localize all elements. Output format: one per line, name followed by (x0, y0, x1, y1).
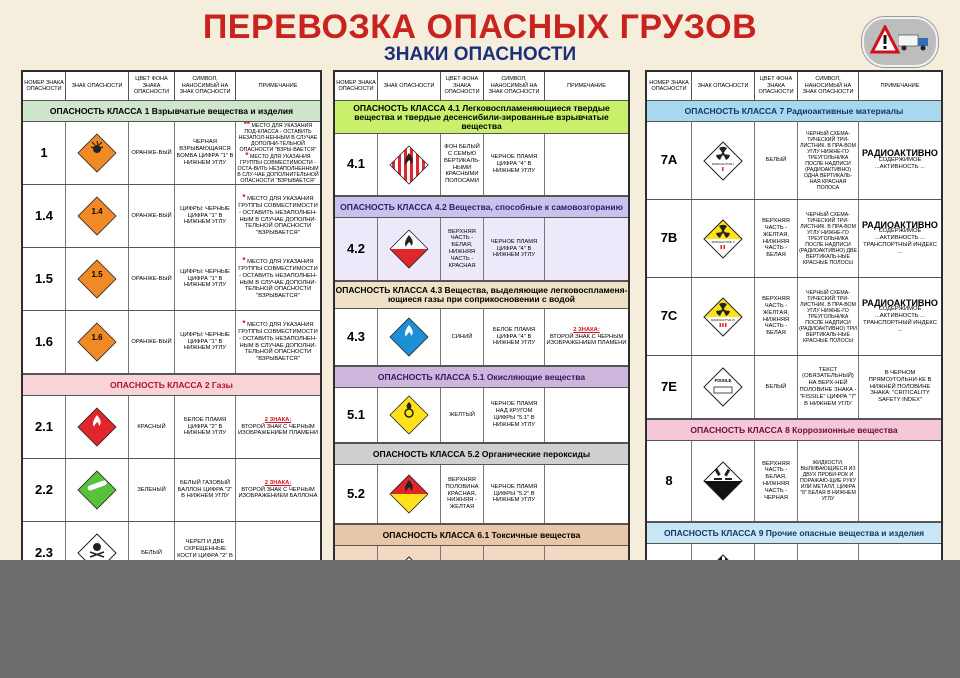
sign-number: 4.1 (335, 134, 378, 195)
gas-cylinder-green-diamond-icon (77, 470, 117, 510)
class-1-band: ОПАСНОСТЬ КЛАССА 1 Взрывчатые вещества и изделия (23, 100, 320, 122)
sign-number: 4.2 (335, 218, 378, 280)
symbol-text: БЕЛОЕ ПЛАМЯ ЦИФРА "4" В НИЖНЕМ УГЛУ (484, 309, 545, 365)
table-row (23, 122, 320, 185)
note-text: * МЕСТО ДЛЯ УКАЗАНИЯ ГРУППЫ СОВМЕСТИМОСТИ - ОСТАВИТЬ НЕЗАПОЛНЕН-НЫМ В СЛУЧАЕ ДОПОЛНИ-ТЕЛЬНОЙ ОПАСНОСТИ "ВЗРЫВАЕТСЯ" (238, 256, 318, 300)
class-7-band: ОПАСНОСТЬ КЛАССА 7 Радиоактивные материалы (647, 100, 941, 122)
note-text (545, 388, 628, 442)
symbol-text: ЧЕРНОЕ ПЛАМЯ ЦИФРА "4" В НИЖНЕМ УГЛУ (484, 134, 545, 195)
symbol-text: ЦИФРЫ: ЧЕРНЫЕ ЦИФРА "1" В НИЖНЕМ УГЛУ (175, 248, 236, 310)
sign-number: 2.2 (23, 459, 66, 521)
symbol-text: ЧЕРНОЕ ПЛАМЯ ЦИФРЫ "5.2" В НИЖНЕМ УГЛУ (484, 465, 545, 523)
spontaneous-combustion-diamond-icon (389, 229, 429, 269)
bg-color: ВЕРХНЯЯ ПОЛОВИНА КРАСНАЯ, НИЖНЯЯ - ЖЕЛТАЯ (441, 465, 484, 523)
note-text (545, 134, 628, 195)
symbol-text: ЧЕРНЫЙ СХЕМА-ТИЧЕСКИЙ ТРИ-ЛИСТНИК. В ПРА-ВОМ УГЛУ НИЖНЕ-ГО ТРЕУГОЛЬНИКА ПОСЛЕ НАДПИСИ (РАДИОАКТИВНО) ТРИ ВЕРТИКАЛЬ-НЫЕ КРАСНЫЕ ПОЛОСЫ (798, 278, 859, 355)
header-sign: ЗНАК ОПАСНОСТИ (378, 72, 441, 100)
symbol-text: ЧЕРНЫЙ СХЕМА-ТИЧЕСКИЙ ТРИ-ЛИСТНИК. В ПРА-ВОМ УГЛУ НИЖНЕ-ГО ТРЕУГОЛЬНИКА ПОСЛЕ НАДПИСИ (РАДИОАКТИВНО) ОДНА ВЕРТИКАЛЬ-НАЯ КРАСНАЯ ПОЛОСА (798, 122, 859, 199)
sign-number: 7C (647, 278, 692, 355)
table-row (647, 441, 941, 522)
bg-color: ОРАНЖЕ-ВЫЙ (129, 185, 175, 247)
symbol-text: ЖИДКОСТИ, ВЫЛИВАЮЩИЕСЯ ИЗ ДВУХ ПРОБИ-РОК И ПОРАЖАЮ-ЩИЕ РУКУ ИЛИ МЕТАЛЛ, ЦИФРА "8" БЕЛАЯ В НИЖНЕМ УГЛУ (798, 441, 859, 521)
explosive-1-5-diamond-icon (77, 259, 117, 299)
class-5-2-sign (378, 465, 441, 523)
note-text: РАДИОАКТИВНО СОДЕРЖИМОЕ ...АКТИВНОСТЬ ... ТРАНСПОРТНЫЙ ИНДЕКС ... (862, 297, 938, 333)
warning-triangle-icon (870, 25, 900, 55)
sign-number: 5.1 (335, 388, 378, 442)
table-row (335, 218, 628, 281)
sign-number: 1.6 (23, 311, 66, 373)
bg-color: ВЕРХНЯЯ ЧАСТЬ - ЖЕЛТАЯ, НИЖНЯЯ ЧАСТЬ - БЕЛАЯ (755, 200, 798, 277)
symbol-text: ЧЕРНАЯ ВЗРЫВАЮЩАЯСЯ БОМБА ЦИФРА "1" В НИЖНЕМ УГЛУ (175, 122, 236, 184)
svg-text:FISSILE: FISSILE (714, 378, 732, 383)
class-2-band: ОПАСНОСТЬ КЛАССА 2 Газы (23, 374, 320, 396)
sign-number: 7E (647, 356, 692, 418)
sign-number: 2.3 (23, 522, 66, 584)
class-8-sign (692, 441, 755, 521)
explosive-1-6-diamond-icon (77, 322, 117, 362)
symbol-text: ЧЕРНЫЙ СХЕМА-ТИЧЕСКИЙ ТРИ-ЛИСТНИК. В ПРА-ВОМ УГЛУ НИЖНЕ-ГО ТРЕУГОЛЬНИКА ПОСЛЕ НАДПИСИ (РАДИОАКТИВНО) ДВЕ ВЕРТИКАЛЬ-НЫЕ КРАСНЫЕ ПОЛОСЫ (798, 200, 859, 277)
table-row (335, 134, 628, 196)
bg-color: БЕЛЫЙ (755, 356, 798, 418)
radioactive-ii-diamond-icon (703, 219, 743, 259)
class-8-band: ОПАСНОСТЬ КЛАССА 8 Коррозионные вещества (647, 419, 941, 441)
note-text (545, 465, 628, 523)
fissile-diamond-icon (703, 367, 743, 407)
symbol-text: БЕЛОЕ ПЛАМЯ ЦИФРА "2" В НИЖНЕМ УГЛУ (175, 396, 236, 458)
table-row (23, 248, 320, 311)
bg-color: ОРАНЖЕ-ВЫЙ (129, 122, 175, 184)
bg-color: ВЕРХНЯЯ ЧАСТЬ - БЕЛАЯ, НИЖНЯЯ ЧАСТЬ - ЧЕРНАЯ (755, 441, 798, 521)
header-symbol: СИМВОЛ, НАНОСИМЫЙ НА ЗНАК ОПАСНОСТИ (798, 72, 859, 100)
class-4-2-sign (378, 218, 441, 280)
table-row (335, 465, 628, 524)
class-9-band: ОПАСНОСТЬ КЛАССА 9 Прочие опасные вещества и изделия (647, 522, 941, 544)
symbol-text: ЧЕРНОЕ ПЛАМЯ НАД КРУГОМ ЦИФРЫ "5.1" В НИЖНЕМ УГЛУ (484, 388, 545, 442)
header-symbol: СИМВОЛ, НАНОСИМЫЙ НА ЗНАК ОПАСНОСТИ (175, 72, 236, 100)
bg-color: СИНИЙ (441, 309, 484, 365)
bg-color: БЕЛЫЙ (755, 122, 798, 199)
header-note: ПРИМЕЧАНИЕ (567, 82, 606, 89)
header-bg: ЦВЕТ ФОНА ЗНАКА ОПАСНОСТИ (129, 72, 175, 100)
svg-text:1.6: 1.6 (91, 333, 103, 342)
symbol-text: ЦИФРЫ: ЧЕРНЫЕ ЦИФРА "1" В НИЖНЕМ УГЛУ (175, 185, 236, 247)
table-row (335, 388, 628, 443)
sign-number: 4.3 (335, 309, 378, 365)
svg-text:RADIOACTIVE III: RADIOACTIVE III (711, 317, 735, 322)
class-6-1-band: ОПАСНОСТЬ КЛАССА 6.1 Токсичные вещества (335, 524, 628, 546)
sign-number: 1.4 (23, 185, 66, 247)
class-4-3-band: ОПАСНОСТЬ КЛАССА 4.3 Вещества, выделяющие легковоспламеня-ющиеся газы при соприкосновении с водой (335, 281, 628, 309)
bg-color: КРАСНЫЙ (129, 396, 175, 458)
table-row (647, 356, 941, 419)
corrosive-diamond-icon (703, 461, 743, 501)
note-text: * МЕСТО ДЛЯ УКАЗАНИЯ ГРУППЫ СОВМЕСТИМОСТИ - ОСТАВИТЬ НЕЗАПОЛНЕН-НЫМ В СЛУЧАЕ ДОПОЛНИ-ТЕЛЬНОЙ ОПАСНОСТИ "ВЗРЫВАЕТСЯ" (238, 319, 318, 363)
class-4-2-band: ОПАСНОСТЬ КЛАССА 4.2 Вещества, способные к самовозгоранию (335, 196, 628, 218)
flammable-solid-striped-diamond-icon (389, 145, 429, 185)
svg-text:1.5: 1.5 (91, 270, 103, 279)
radioactive-iii-diamond-icon (703, 297, 743, 337)
symbol-text: ТЕКСТ (ОБЯЗАТЕЛЬНЫЙ) НА ВЕРХ-НЕЙ ПОЛОВИНЕ ЗНАКА - "FISSILE" ЦИФРА "7" В НИЖНЕМ УГЛУ (798, 356, 859, 418)
header-sign: ЗНАК ОПАСНОСТИ (66, 72, 129, 100)
class-4-1-sign (378, 134, 441, 195)
organic-peroxide-diamond-icon (389, 474, 429, 514)
class-1-5-sign (66, 248, 129, 310)
class-7b-sign (692, 200, 755, 277)
sign-number: 7B (647, 200, 692, 277)
table-row (335, 309, 628, 366)
table-header (335, 72, 628, 100)
header-bg: ЦВЕТ ФОНА ЗНАКА ОПАСНОСТИ (441, 72, 484, 100)
header-note: ПРИМЕЧАНИЕ (880, 82, 920, 89)
bg-color: ВЕРХНЯЯ ЧАСТЬ - ЖЕЛТАЯ, НИЖНЯЯ ЧАСТЬ - БЕЛАЯ (755, 278, 798, 355)
bg-color: БЕЛЫЙ (129, 522, 175, 584)
bg-color: ОРАНЖЕ-ВЫЙ (129, 248, 175, 310)
note-text: * МЕСТО ДЛЯ УКАЗАНИЯ ГРУППЫ СОВМЕСТИМОСТИ - ОСТАВИТЬ НЕЗАПОЛНЕН-НЫМ В СЛУЧАЕ ДОПОЛНИ-ТЕЛЬНОЙ ОПАСНОСТИ "ВЗРЫВАЕТСЯ" (238, 193, 318, 237)
column-class-4-6 (333, 70, 630, 594)
column-class-1-2 (21, 70, 322, 594)
note-text: В ЧЕРНОМ ПРЯМОУГОЛЬНИ-КЕ В НИЖНЕЙ ПОЛОВИНЕ ЗНАКА: "CRITICALITY SAFETY INDEX" (868, 370, 932, 404)
header-num: НОМЕР ЗНАКА ОПАСНОСТИ (647, 72, 692, 100)
bg-color: ЗЕЛЕНЫЙ (129, 459, 175, 521)
table-row (23, 185, 320, 248)
class-2-1-sign (66, 396, 129, 458)
note-text: РАДИОАКТИВНО СОДЕРЖИМОЕ ...АКТИВНОСТЬ ... (862, 148, 938, 170)
svg-text:RADIOACTIVE I: RADIOACTIVE I (711, 161, 735, 166)
sign-number: 1.5 (23, 248, 66, 310)
class-4-1-band: ОПАСНОСТЬ КЛАССА 4.1 Легковоспламеняющиеся твердые вещества и твердые десенсибили-зированные взрывчатые вещества (335, 100, 628, 134)
symbol-text: БЕЛЫЙ ГАЗОВЫЙ БАЛЛОН ЦИФРА "2" В НИЖНЕМ УГЛУ (175, 459, 236, 521)
header-num: НОМЕР ЗНАКА ОПАСНОСТИ (23, 72, 66, 100)
header-num: НОМЕР ЗНАКА ОПАСНОСТИ (335, 72, 378, 100)
class-7a-sign (692, 122, 755, 199)
sign-number: 5.2 (335, 465, 378, 523)
header-bg: ЦВЕТ ФОНА ЗНАКА ОПАСНОСТИ (755, 72, 798, 100)
warning-truck-logo (862, 17, 938, 67)
header-sign: ЗНАК ОПАСНОСТИ (692, 72, 755, 100)
symbol-text: ЧЕРЕП И ДВЕ СКРЕЩЕННЫЕ КОСТИ ЦИФРА "2" В (175, 522, 236, 584)
sign-number: 8 (647, 441, 692, 521)
svg-text:1.4: 1.4 (91, 207, 103, 216)
note-text: 2 ЗНАКА: ВТОРОЙ ЗНАК С ЧЕРНЫМ ИЗОБРАЖЕНИЕМ ПЛАМЕНИ (237, 416, 319, 437)
class-4-3-sign (378, 309, 441, 365)
table-header (647, 72, 941, 100)
note-text: ** МЕСТО ДЛЯ УКАЗАНИЯ ПОД-КЛАССА - ОСТАВИТЬ НЕЗАПОЛ-НЕННЫМ В СЛУЧАЕ ДОПОЛНИ-ТЕЛЬНОЙ ОПАСНОСТИ "ВЗРЫ-ВАЕТСЯ" * МЕСТО ДЛЯ УКАЗАНИЯ ГРУППЫ СОВМЕСТИМОСТИ - ОСТА-ВИТЬ НЕЗАПОЛНЕННЫМ В СЛУ-ЧАЕ ДОПОЛНИТЕЛЬНОЙ ОПАСНОСТИ "ВЗРЫВАЕТСЯ" (237, 122, 319, 184)
symbol-text: ЦИФРЫ: ЧЕРНЫЕ ЦИФРА "1" В НИЖНЕМ УГЛУ (175, 311, 236, 373)
radioactive-i-diamond-icon (703, 141, 743, 181)
explosive-diamond-icon (77, 133, 117, 173)
class-7c-sign (692, 278, 755, 355)
oxidizer-yellow-diamond-icon (389, 395, 429, 435)
water-reactive-blue-diamond-icon (389, 317, 429, 357)
sign-number: 7A (647, 122, 692, 199)
table-row (23, 311, 320, 374)
class-5-1-band: ОПАСНОСТЬ КЛАССА 5.1 Окисляющие вещества (335, 366, 628, 388)
table-header (23, 72, 320, 100)
sign-number: 2.1 (23, 396, 66, 458)
bg-color: ОРАНЖЕ-ВЫЙ (129, 311, 175, 373)
class-2-2-sign (66, 459, 129, 521)
class-1-6-sign (66, 311, 129, 373)
note-text: РАДИОАКТИВНО СОДЕРЖИМОЕ ...АКТИВНОСТЬ ... ТРАНСПОРТНЫЙ ИНДЕКС ... (862, 219, 938, 255)
header-note: ПРИМЕЧАНИЕ (258, 82, 298, 89)
bottom-gray-overlay (0, 560, 960, 678)
class-5-1-sign (378, 388, 441, 442)
class-1-sign (66, 122, 129, 184)
bg-color: ЖЕЛТЫЙ (441, 388, 484, 442)
column-class-7-9 (645, 70, 943, 594)
bg-color: ФОН БЕЛЫЙ С СЕМЬЮ ВЕРТИКАЛЬ-НЫМИ КРАСНЫМИ ПОЛОСАМИ (441, 134, 484, 195)
page-title: ПЕРЕВОЗКА ОПАСНЫХ ГРУЗОВ (202, 8, 758, 46)
table-row (647, 122, 941, 200)
svg-text:RADIOACTIVE II: RADIOACTIVE II (711, 239, 735, 244)
page-subtitle: ЗНАКИ ОПАСНОСТИ (383, 44, 577, 65)
table-row (647, 200, 941, 278)
sign-number: 1 (23, 122, 66, 184)
truck-icon (898, 33, 930, 51)
note-text (545, 218, 628, 280)
note-text: 2 ЗНАКА: ВТОРОЙ ЗНАК С ЧЕРНЫМ ИЗОБРАЖЕНИЕМ БАЛЛОНА (238, 479, 318, 500)
table-row (647, 278, 941, 356)
class-1-4-sign (66, 185, 129, 247)
flame-red-diamond-icon (77, 407, 117, 447)
bg-color: ВЕРХНЯЯ ЧАСТЬ - БЕЛАЯ, НИЖНЯЯ ЧАСТЬ - КРАСНАЯ (441, 218, 484, 280)
header-symbol: СИМВОЛ, НАНОСИМЫЙ НА ЗНАК ОПАСНОСТИ (484, 72, 545, 100)
table-row (23, 459, 320, 522)
class-5-2-band: ОПАСНОСТЬ КЛАССА 5.2 Органические пероксиды (335, 443, 628, 465)
explosive-1-4-diamond-icon (77, 196, 117, 236)
table-row (23, 396, 320, 459)
note-text: 2 ЗНАКА: ВТОРОЙ ЗНАК С ЧЕРНЫМ ИЗОБРАЖЕНИЕМ ПЛАМЕНИ (546, 326, 627, 347)
class-7e-sign (692, 356, 755, 418)
symbol-text: ЧЕРНОЕ ПЛАМЯ ЦИФРА "4" В НИЖНЕМ УГЛУ (484, 218, 545, 280)
note-text (859, 441, 941, 521)
